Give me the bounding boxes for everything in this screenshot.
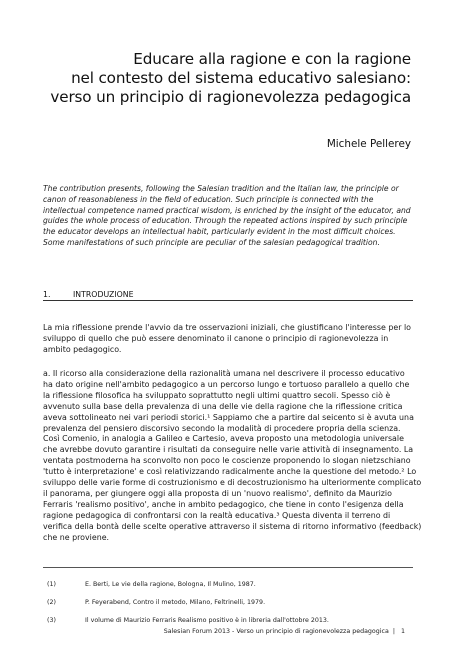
paragraph-line: a. Il ricorso alla considerazione della razionalità umana nel descrivere il processo educativo: [43, 369, 405, 378]
footnote-text: P. Feyerabend, Contro il metodo, Milano, Feltrinelli, 1979.: [85, 599, 266, 606]
paragraph-line: sviluppo di quello che può essere denominato il canone o principio di ragionevolezza in: [43, 333, 389, 343]
paragraph-line: sviluppo delle varie forme di costruzionismo e di decostruzionismo ha ulteriormente complicato: [43, 478, 422, 488]
paragraph-line: la riflessione filosofica ha sviluppato soprattutto negli ultimi quattro secoli. Spesso ciò è: [43, 390, 391, 400]
paragraph-line: ventata postmoderna ha sconvolto non poco le coscienze proponendo lo slogan nietzschiano: [43, 456, 411, 466]
title-line-2: nel contesto del sistema educativo salesiano:: [71, 69, 411, 87]
footnote-number: (3): [47, 617, 56, 624]
paragraph-line: ambito pedagogico.: [43, 344, 122, 354]
footnote-number: (1): [47, 581, 56, 588]
paragraph-line: aveva sottolineato nei vari periodi storici.¹ Sappiamo che a partire dal seicento si è avuta una: [43, 412, 414, 422]
footnote-number: (2): [47, 599, 56, 606]
footnote-1: [43, 581, 413, 599]
abstract-line: intellectual competence named practical wisdom, is enriched by the insight of the educator, and: [43, 205, 411, 215]
footnotes: [43, 581, 413, 635]
section-title: INTRODUZIONE: [73, 290, 134, 299]
paragraph-line: ragione pedagogica di confrontarsi con la realtà educativa.³ Questa diventa il terreno di: [43, 510, 391, 520]
footnote-text: Il volume di Maurizio Ferraris Realismo positivo è in libreria dall'ottobre 2013.: [85, 617, 329, 624]
paragraph-line: prevalenza del pensiero discorsivo secondo la modalità di procedere propria della scienza.: [43, 423, 401, 433]
abstract-line: The contribution presents, following the Salesian tradition and the Italian law, the principle or: [43, 184, 399, 193]
abstract-line: Some manifestations of such principle are peculiar of the salesian pedagogical tradition.: [43, 237, 380, 247]
footer-text: Salesian Forum 2013 - Verso un principio di ragionevolezza pedagogica: [163, 628, 389, 635]
paragraph-line: il panorama, per giungere oggi alla proposta di un 'nuovo realismo', definito da Maurizio: [43, 488, 392, 498]
title-line-3: verso un principio di ragionevolezza pedagogica: [50, 88, 411, 106]
title-line-1: Educare alla ragione e con la ragione: [133, 50, 411, 68]
paragraph-line: verifica della bontà delle scelte operative attraverso il sistema di ritorno informativo (feedback): [43, 521, 422, 531]
paragraph-intro: [43, 323, 413, 356]
paragraph-line: La mia riflessione prende l'avvio da tre osservazioni iniziali, che giustificano l'interesse per lo: [43, 323, 411, 332]
paragraph-a: [43, 369, 422, 544]
footer-separator: |: [392, 628, 395, 635]
abstract-line: the educator develops an intellectual habit, particularly evident in the most difficult choices.: [43, 227, 396, 237]
paragraph-line: ha dato origine nell'ambito pedagogico a un percorso lungo e tortuoso parallelo a quello che: [43, 379, 410, 389]
page-footer: [43, 628, 405, 635]
footnote-2: [43, 599, 413, 617]
paragraph-line: Ferraris 'realismo positivo', anche in ambito pedagogico, che tiene in conto l'esigenza della: [43, 499, 404, 509]
paragraph-line: Così Comenio, in analogia a Galileo e Cartesio, aveva proposto una metodologia universale: [43, 434, 404, 444]
paragraph-line: che ne proviene.: [43, 532, 110, 542]
section-number: 1.: [43, 290, 51, 299]
author-name: Michele Pellerey: [326, 138, 411, 150]
paragraph-line: avvenuto sulla base della prevalenza di una delle vie della ragione che la riflessione critica: [43, 401, 403, 411]
footnote-divider: [43, 567, 413, 568]
paragraph-line: 'tutto è interpretazione' e così relativizzando radicalmente anche la questione del metodo.² Lo: [43, 467, 417, 477]
abstract-line: guides the whole process of education. Through the repeated actions inspired by such principle: [43, 216, 408, 226]
paper-title: [0, 50, 411, 107]
abstract-line: canon of reasonableness in the field of education. Such principle is connected with the: [43, 194, 374, 204]
footnote-text: E. Berti, Le vie della ragione, Bologna, Il Mulino, 1987.: [85, 581, 256, 588]
abstract: [43, 184, 413, 249]
section-heading: [43, 290, 413, 301]
paragraph-line: che avrebbe dovuto garantire i risultati da conseguire nelle varie attività di insegnamento. La: [43, 445, 414, 455]
page-number: 1: [400, 628, 405, 635]
